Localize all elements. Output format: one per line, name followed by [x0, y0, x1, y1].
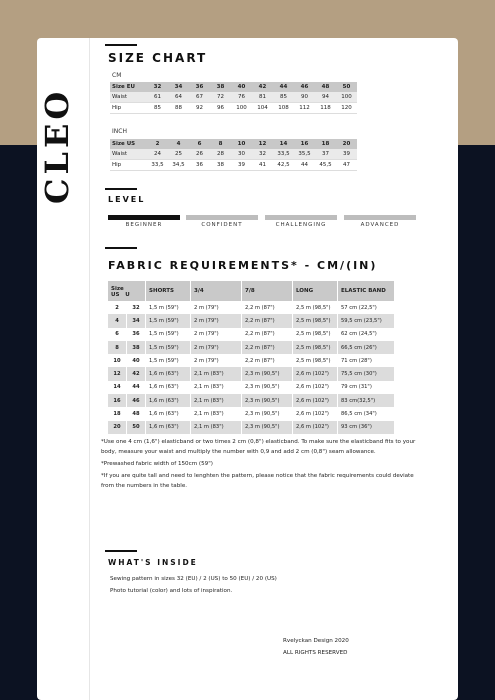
fabric-cell-elastic: 93 cm (36") — [338, 421, 395, 434]
fabric-cell-q78: 2,3 m (90,5") — [242, 421, 293, 434]
fabric-size-eu: 38 — [127, 341, 146, 354]
measure-cell: 25 — [168, 149, 189, 160]
measure-cell: 72 — [210, 92, 231, 103]
fabric-cell-shorts: 1,5 m (59") — [146, 314, 191, 327]
fabric-cell-q34: 2,1 m (83") — [191, 381, 242, 394]
measure-cell: 44 — [294, 160, 315, 171]
measure-cell: 26 — [189, 149, 210, 160]
measure-cell: 118 — [315, 103, 336, 114]
measure-label: Waist — [110, 92, 147, 103]
level-advanced — [344, 215, 416, 228]
measure-cell: 39 — [336, 149, 357, 160]
fabric-cell-elastic: 62 cm (24,5") — [338, 328, 395, 341]
fabric-cell-elastic: 79 cm (31") — [338, 381, 395, 394]
measure-cell: 67 — [189, 92, 210, 103]
size-cell: 4 — [168, 139, 189, 149]
size-cell: 6 — [189, 139, 210, 149]
measure-cell: 38 — [210, 160, 231, 171]
size-row — [110, 139, 357, 149]
header-eu: US — [111, 292, 120, 298]
fabric-cell-long: 2,6 m (102") — [293, 367, 338, 380]
level-bar — [344, 215, 416, 220]
footer-copyright: Rvelyckan Design 2020 — [283, 638, 349, 644]
measure-cell: 33,5 — [147, 160, 168, 171]
measure-cell: 33,5 — [273, 149, 294, 160]
level-confident — [186, 215, 258, 228]
measure-cell: 42,5 — [273, 160, 294, 171]
level-bar-filled — [108, 215, 180, 220]
brand-title: CLEO — [38, 87, 76, 204]
size-cell: 44 — [273, 82, 294, 92]
measure-cell: 96 — [210, 103, 231, 114]
fabric-size-us: 10 — [108, 354, 127, 367]
measure-cell: 88 — [168, 103, 189, 114]
fabric-size-eu: 48 — [127, 407, 146, 420]
measure-row — [110, 103, 357, 114]
level-bar — [265, 215, 337, 220]
fabric-cell-shorts: 1,6 m (63") — [146, 367, 191, 380]
measure-cell: 39 — [231, 160, 252, 171]
note-length: *If you are quite tall and need to lenghten the pattern, please notice that the fabric requirements could deviate from the numbers in the table. — [101, 473, 414, 489]
fabric-cell-elastic: 57 cm (22,5") — [338, 301, 395, 314]
measure-cell: 120 — [336, 103, 357, 114]
fabric-cell-q78: 2,3 m (90,5") — [242, 394, 293, 407]
size-cell: 20 — [336, 139, 357, 149]
size-cell: 40 — [231, 82, 252, 92]
fabric-cell-shorts: 1,6 m (63") — [146, 381, 191, 394]
fabric-size-eu: 34 — [127, 314, 146, 327]
header-size — [108, 281, 146, 301]
fabric-size-us: 8 — [108, 341, 127, 354]
measure-cell: 100 — [231, 103, 252, 114]
fabric-size-eu: 42 — [127, 367, 146, 380]
measure-cell: 41 — [252, 160, 273, 171]
fabric-size-eu: 36 — [127, 328, 146, 341]
inch-unit-label: INCH — [112, 128, 127, 135]
section-accent-bar — [105, 247, 137, 249]
fabric-size-us: 2 — [108, 301, 127, 314]
measure-label: Hip — [110, 160, 147, 171]
section-accent-bar — [105, 44, 137, 46]
fabric-cell-elastic: 86,5 cm (34") — [338, 407, 395, 420]
size-cell: 38 — [210, 82, 231, 92]
size-table-cm — [110, 82, 357, 114]
fabric-cell-elastic: 59,5 cm (23,5") — [338, 314, 395, 327]
measure-label: Waist — [110, 149, 147, 160]
section-accent-bar — [105, 550, 137, 552]
fabric-table-header — [108, 281, 395, 301]
header-size-sub — [111, 292, 142, 298]
fabric-cell-elastic: 71 cm (28") — [338, 354, 395, 367]
fabric-cell-shorts: 1,5 m (59") — [146, 354, 191, 367]
fabric-cell-q34: 2 m (79") — [191, 328, 242, 341]
fabric-size-us: 4 — [108, 314, 127, 327]
measure-cell: 45,5 — [315, 160, 336, 171]
measure-cell: 85 — [147, 103, 168, 114]
header-78: 7/8 — [242, 281, 293, 301]
measure-row — [110, 149, 357, 160]
fabric-cell-q34: 2 m (79") — [191, 301, 242, 314]
fabric-size-eu: 46 — [127, 394, 146, 407]
cm-unit-label: CM — [112, 72, 122, 79]
measure-cell: 104 — [252, 103, 273, 114]
fabric-cell-shorts: 1,6 m (63") — [146, 394, 191, 407]
size-row-label: Size US — [110, 139, 147, 149]
whats-inside-title: WHAT'S INSIDE — [108, 558, 198, 567]
fabric-cell-q34: 2,1 m (83") — [191, 367, 242, 380]
measure-cell: 36 — [189, 160, 210, 171]
fabric-cell-q78: 2,2 m (87") — [242, 341, 293, 354]
whats-inside-line: Sewing pattern in sizes 32 (EU) / 2 (US) to 50 (EU) / 20 (US) — [110, 576, 277, 582]
level-label: CHALLENGING — [275, 222, 327, 228]
level-label: CONFIDENT — [201, 222, 243, 228]
fabric-row — [108, 328, 395, 341]
fabric-cell-q34: 2 m (79") — [191, 354, 242, 367]
fabric-title: FABRIC REQUIREMENTS* - CM/(IN) — [108, 259, 378, 272]
footer-rights: ALL RIGHTS RESERVED — [283, 650, 348, 656]
size-cell: 16 — [294, 139, 315, 149]
measure-row — [110, 160, 357, 171]
fabric-cell-q78: 2,2 m (87") — [242, 354, 293, 367]
fabric-cell-long: 2,6 m (102") — [293, 394, 338, 407]
size-cell: 14 — [273, 139, 294, 149]
fabric-row — [108, 407, 395, 420]
fabric-cell-shorts: 1,6 m (63") — [146, 407, 191, 420]
fabric-size-us: 16 — [108, 394, 127, 407]
size-row-label: Size EU — [110, 82, 147, 92]
margin-divider — [89, 38, 90, 700]
level-indicator — [108, 215, 418, 235]
fabric-cell-q34: 2 m (79") — [191, 314, 242, 327]
size-cell: 50 — [336, 82, 357, 92]
fabric-cell-q78: 2,3 m (90,5") — [242, 367, 293, 380]
measure-cell: 47 — [336, 160, 357, 171]
level-title: LEVEL — [108, 195, 146, 204]
fabric-cell-shorts: 1,5 m (59") — [146, 328, 191, 341]
header-long: LONG — [293, 281, 338, 301]
header-shorts: SHORTS — [146, 281, 191, 301]
fabric-cell-long: 2,6 m (102") — [293, 407, 338, 420]
measure-cell: 94 — [315, 92, 336, 103]
fabric-cell-elastic: 83 cm(32,5") — [338, 394, 395, 407]
measure-cell: 28 — [210, 149, 231, 160]
size-chart-title: SIZE CHART — [108, 51, 208, 65]
fabric-size-us: 18 — [108, 407, 127, 420]
size-cell: 10 — [231, 139, 252, 149]
size-cell: 42 — [252, 82, 273, 92]
size-table-inch — [110, 139, 357, 171]
header-elastic: ELASTIC BAND — [338, 281, 395, 301]
measure-cell: 92 — [189, 103, 210, 114]
header-us: U — [125, 292, 130, 298]
size-cell: 34 — [168, 82, 189, 92]
measure-cell: 61 — [147, 92, 168, 103]
fabric-cell-q34: 2,1 m (83") — [191, 407, 242, 420]
measure-cell: 81 — [252, 92, 273, 103]
fabric-row — [108, 421, 395, 434]
fabric-cell-long: 2,5 m (98,5") — [293, 314, 338, 327]
whats-inside-text — [110, 573, 277, 597]
measure-cell: 64 — [168, 92, 189, 103]
level-label: BEGINNER — [125, 222, 163, 228]
level-bar — [186, 215, 258, 220]
measure-cell: 85 — [273, 92, 294, 103]
size-cell: 2 — [147, 139, 168, 149]
fabric-cell-long: 2,5 m (98,5") — [293, 328, 338, 341]
level-challenging — [265, 215, 337, 228]
fabric-cell-q34: 2,1 m (83") — [191, 421, 242, 434]
level-label: ADVANCED — [360, 222, 400, 228]
size-cell: 36 — [189, 82, 210, 92]
fabric-row — [108, 367, 395, 380]
measure-cell: 32 — [252, 149, 273, 160]
fabric-size-us: 14 — [108, 381, 127, 394]
fabric-size-eu: 32 — [127, 301, 146, 314]
measure-cell: 30 — [231, 149, 252, 160]
measure-cell: 76 — [231, 92, 252, 103]
fabric-row — [108, 341, 395, 354]
notes — [101, 437, 421, 493]
fabric-cell-elastic: 75,5 cm (30") — [338, 367, 395, 380]
document-page — [37, 38, 458, 700]
measure-cell: 90 — [294, 92, 315, 103]
fabric-cell-q78: 2,2 m (87") — [242, 328, 293, 341]
fabric-cell-shorts: 1,5 m (59") — [146, 301, 191, 314]
fabric-cell-elastic: 66,5 cm (26") — [338, 341, 395, 354]
fabric-row — [108, 381, 395, 394]
fabric-row — [108, 314, 395, 327]
header-size-label: Size — [111, 286, 124, 292]
fabric-cell-long: 2,5 m (98,5") — [293, 341, 338, 354]
fabric-cell-q34: 2,1 m (83") — [191, 394, 242, 407]
size-cell: 18 — [315, 139, 336, 149]
measure-row — [110, 92, 357, 103]
fabric-cell-q34: 2 m (79") — [191, 341, 242, 354]
note-width: *Prewashed fabric width of 150cm (59") — [101, 461, 213, 467]
fabric-size-eu: 40 — [127, 354, 146, 367]
fabric-cell-q78: 2,2 m (87") — [242, 314, 293, 327]
fabric-size-us: 12 — [108, 367, 127, 380]
fabric-cell-long: 2,5 m (98,5") — [293, 301, 338, 314]
header-34: 3/4 — [191, 281, 242, 301]
fabric-size-eu: 44 — [127, 381, 146, 394]
fabric-cell-q78: 2,3 m (90,5") — [242, 407, 293, 420]
fabric-cell-shorts: 1,6 m (63") — [146, 421, 191, 434]
size-cell: 32 — [147, 82, 168, 92]
fabric-cell-shorts: 1,5 m (59") — [146, 341, 191, 354]
fabric-size-us: 20 — [108, 421, 127, 434]
fabric-cell-long: 2,6 m (102") — [293, 381, 338, 394]
measure-cell: 24 — [147, 149, 168, 160]
fabric-size-eu: 50 — [127, 421, 146, 434]
fabric-cell-q78: 2,3 m (90,5") — [242, 381, 293, 394]
measure-label: Hip — [110, 103, 147, 114]
footer — [283, 635, 349, 659]
fabric-row — [108, 394, 395, 407]
size-cell: 12 — [252, 139, 273, 149]
size-cell: 46 — [294, 82, 315, 92]
section-accent-bar — [105, 188, 137, 190]
fabric-row — [108, 354, 395, 367]
note-elastic: *Use one 4 cm (1,6") elasticband or two times 2 cm (0,8") elasticband. To make sure the elasticband fits to your body, measure your waist and multiply the number with 0,9 and add 2 cm (0,8") seam allowance. — [101, 439, 416, 455]
size-row — [110, 82, 357, 92]
level-beginner — [108, 215, 180, 228]
measure-cell: 35,5 — [294, 149, 315, 160]
fabric-row — [108, 301, 395, 314]
fabric-cell-long: 2,5 m (98,5") — [293, 354, 338, 367]
fabric-size-us: 6 — [108, 328, 127, 341]
size-cell: 48 — [315, 82, 336, 92]
size-cell: 8 — [210, 139, 231, 149]
whats-inside-line: Photo tutorial (color) and lots of inspiration. — [110, 588, 233, 594]
fabric-table — [108, 281, 395, 434]
measure-cell: 37 — [315, 149, 336, 160]
measure-cell: 112 — [294, 103, 315, 114]
measure-cell: 100 — [336, 92, 357, 103]
measure-cell: 34,5 — [168, 160, 189, 171]
fabric-cell-long: 2,6 m (102") — [293, 421, 338, 434]
measure-cell: 108 — [273, 103, 294, 114]
fabric-cell-q78: 2,2 m (87") — [242, 301, 293, 314]
